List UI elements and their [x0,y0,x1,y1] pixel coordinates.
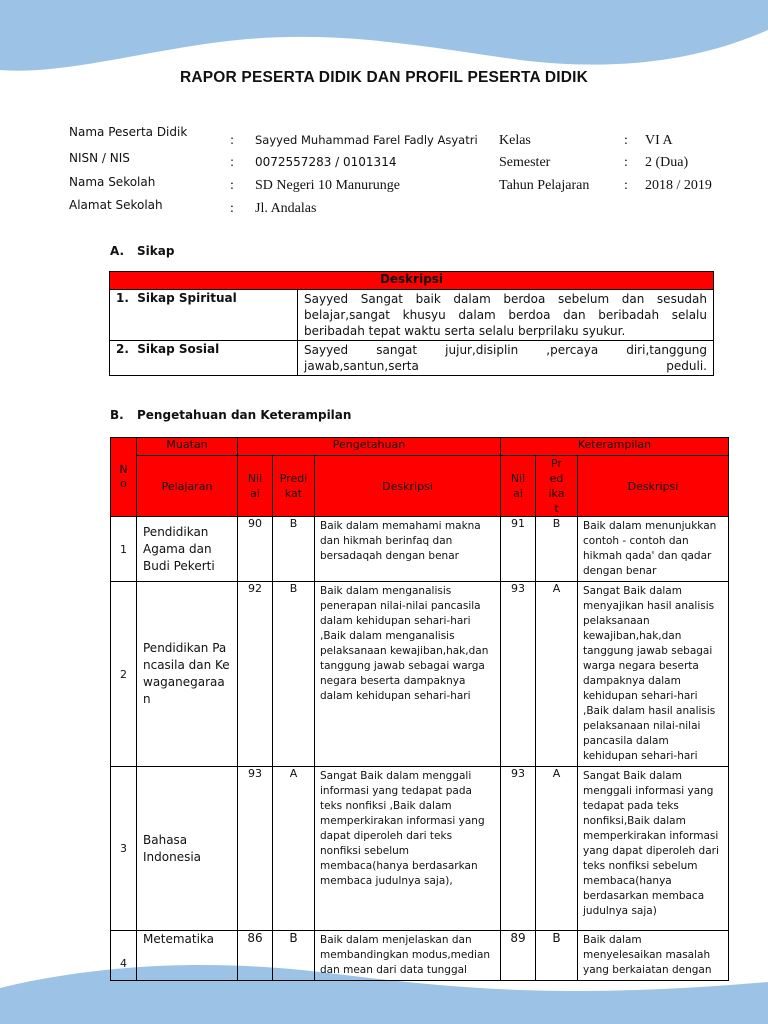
header-pelajaran: Pelajaran [137,456,238,517]
class-value: VI A [645,133,673,148]
row-p-desc: Baik dalam menganalisis penerapan nilai-nilai pancasila dalam kehidupan sehari-hari ,Baik dalam menganalisis pelaksanaan kewajiban,hak,dan tanggung jawab sebagai warga negara beserta dampaknya dalam kehidupan sehari-hari [315,582,501,767]
student-name: Sayyed Muhammad Farel Fadly Asyatri [255,133,478,147]
header-muatan: Muatan [137,438,238,456]
sikap-desc: Sayyed sangat jujur,disiplin ,percaya diri,tanggung jawab,santun,serta peduli. [298,341,714,376]
row-k-desc: Sangat Baik dalam menggali informasi yang tedapat pada teks nonfiksi,Baik dalam memperkirakan informasi yang dapat diperoleh dari teks nonfiksi sebelum membaca(hanya berdasarkan membaca judulnya saja) [578,767,729,931]
school-value: SD Negeri 10 Manurunge [255,178,401,193]
header-no-text: No [119,463,128,490]
nilai-table [110,437,729,981]
table-row [111,767,729,931]
name-colon: : [230,133,235,147]
header-k-nilai [501,456,536,517]
header-p-desc: Deskripsi [315,456,501,517]
row-k-pred: B [536,517,578,582]
header-keterampilan: Keterampilan [501,438,729,456]
table-row [111,931,729,981]
nisn-value: 0072557283 / 0101314 [255,155,397,169]
section-a-letter: A. [110,244,125,258]
sikap-label-cell [110,290,298,341]
semester-label: Semester [499,155,551,170]
address-label: Alamat Sekolah [69,198,163,212]
section-a-heading: Sikap [137,244,175,258]
row-p-nilai: 92 [238,582,273,767]
header-no [111,438,137,517]
header-k-pred [536,456,578,517]
row-p-desc: Baik dalam memahami makna dan hikmah berinfaq dan bersadaqah dengan benar [315,517,501,582]
header-p-pred-text: Predikat [279,472,308,500]
sikap-row-label: Sikap Spiritual [137,291,237,305]
section-b-heading: Pengetahuan dan Keterampilan [137,408,352,422]
name-label: Nama Peserta Didik [69,125,188,139]
table-row [110,341,714,376]
sikap-row-no: 1. [116,291,129,305]
row-p-nilai: 86 [238,931,273,981]
semester-colon: : [624,155,628,170]
row-k-desc: Baik dalam menyelesaikan masalah yang berkaiatan dengan [578,931,729,981]
sikap-desc: Sayyed Sangat baik dalam berdoa sebelum dan sesudah belajar,sangat khusyu dalam berdoa dan beribadah selalu beribadah tepat waktu serta selalu berprilaku syukur. [298,290,714,341]
address-colon: : [230,201,234,216]
page-title: RAPOR PESERTA DIDIK DAN PROFIL PESERTA DIDIK [179,69,589,86]
sikap-table [109,271,714,376]
row-p-pred: B [273,517,315,582]
year-value: 2018 / 2019 [645,178,712,193]
table-row [110,290,714,341]
nisn-colon: : [230,155,235,169]
nisn-label: NISN / NIS [69,151,130,165]
header-k-nilai-text: Nilai [510,472,526,500]
row-k-nilai: 93 [501,767,536,931]
header-k-pred-text: Predikat [548,457,565,515]
row-k-nilai: 89 [501,931,536,981]
row-k-desc: Baik dalam menunjukkan contoh - contoh dan hikmah qada' dan qadar dengan benar [578,517,729,582]
table-row [111,582,729,767]
row-subject: Metematika [137,931,238,981]
row-k-pred: B [536,931,578,981]
row-no: 2 [111,582,137,767]
row-p-desc: Sangat Baik dalam menggali informasi yang tedapat pada teks nonfiksi ,Baik dalam memperkirakan informasi yang dapat diperoleh dari teks nonfiksi sebelum membaca(hanya berdasarkan membaca judulnya saja), [315,767,501,931]
row-k-nilai: 93 [501,582,536,767]
header-p-nilai [238,456,273,517]
row-k-nilai: 91 [501,517,536,582]
address-value: Jl. Andalas [255,201,317,216]
row-no: 1 [111,517,137,582]
header-k-desc: Deskripsi [578,456,729,517]
row-no: 3 [111,767,137,931]
section-b-letter: B. [110,408,124,422]
school-colon: : [230,178,234,193]
row-k-desc: Sangat Baik dalam menyajikan hasil analisis pelaksanaan kewajiban,hak,dan tanggung jawab sebagai warga negara beserta dampaknya dalam kehidupan sehari-hari ,Baik dalam hasil analisis pelaksanaan nilai-nilai pancasila dalam kehidupan sehari-hari [578,582,729,767]
header-p-nilai-text: Nilai [247,472,263,500]
semester-value: 2 (Dua) [645,155,689,170]
table-row [111,517,729,582]
class-label: Kelas [499,133,531,148]
row-subject: Pendidikan Agama dan Budi Pekerti [137,517,238,582]
row-subject: Bahasa Indonesia [137,767,238,931]
row-k-pred: A [536,582,578,767]
sikap-header: Deskripsi [110,272,714,290]
row-p-pred: B [273,582,315,767]
sikap-label-cell [110,341,298,376]
row-p-nilai: 90 [238,517,273,582]
school-label: Nama Sekolah [69,175,156,189]
header-pengetahuan: Pengetahuan [238,438,501,456]
row-subject: Pendidikan Pancasila dan Kewaganegaraan [137,582,238,767]
year-label: Tahun Pelajaran [499,178,590,193]
year-colon: : [624,178,628,193]
row-p-pred: A [273,767,315,931]
class-colon: : [624,133,628,148]
sikap-row-label: Sikap Sosial [137,342,220,356]
row-p-nilai: 93 [238,767,273,931]
row-p-desc: Baik dalam menjelaskan dan membandingkan modus,median dan mean dari data tunggal [315,931,501,981]
header-p-pred [273,456,315,517]
row-p-pred: B [273,931,315,981]
row-no: 4 [111,931,137,981]
row-k-pred: A [536,767,578,931]
sikap-row-no: 2. [116,342,129,356]
